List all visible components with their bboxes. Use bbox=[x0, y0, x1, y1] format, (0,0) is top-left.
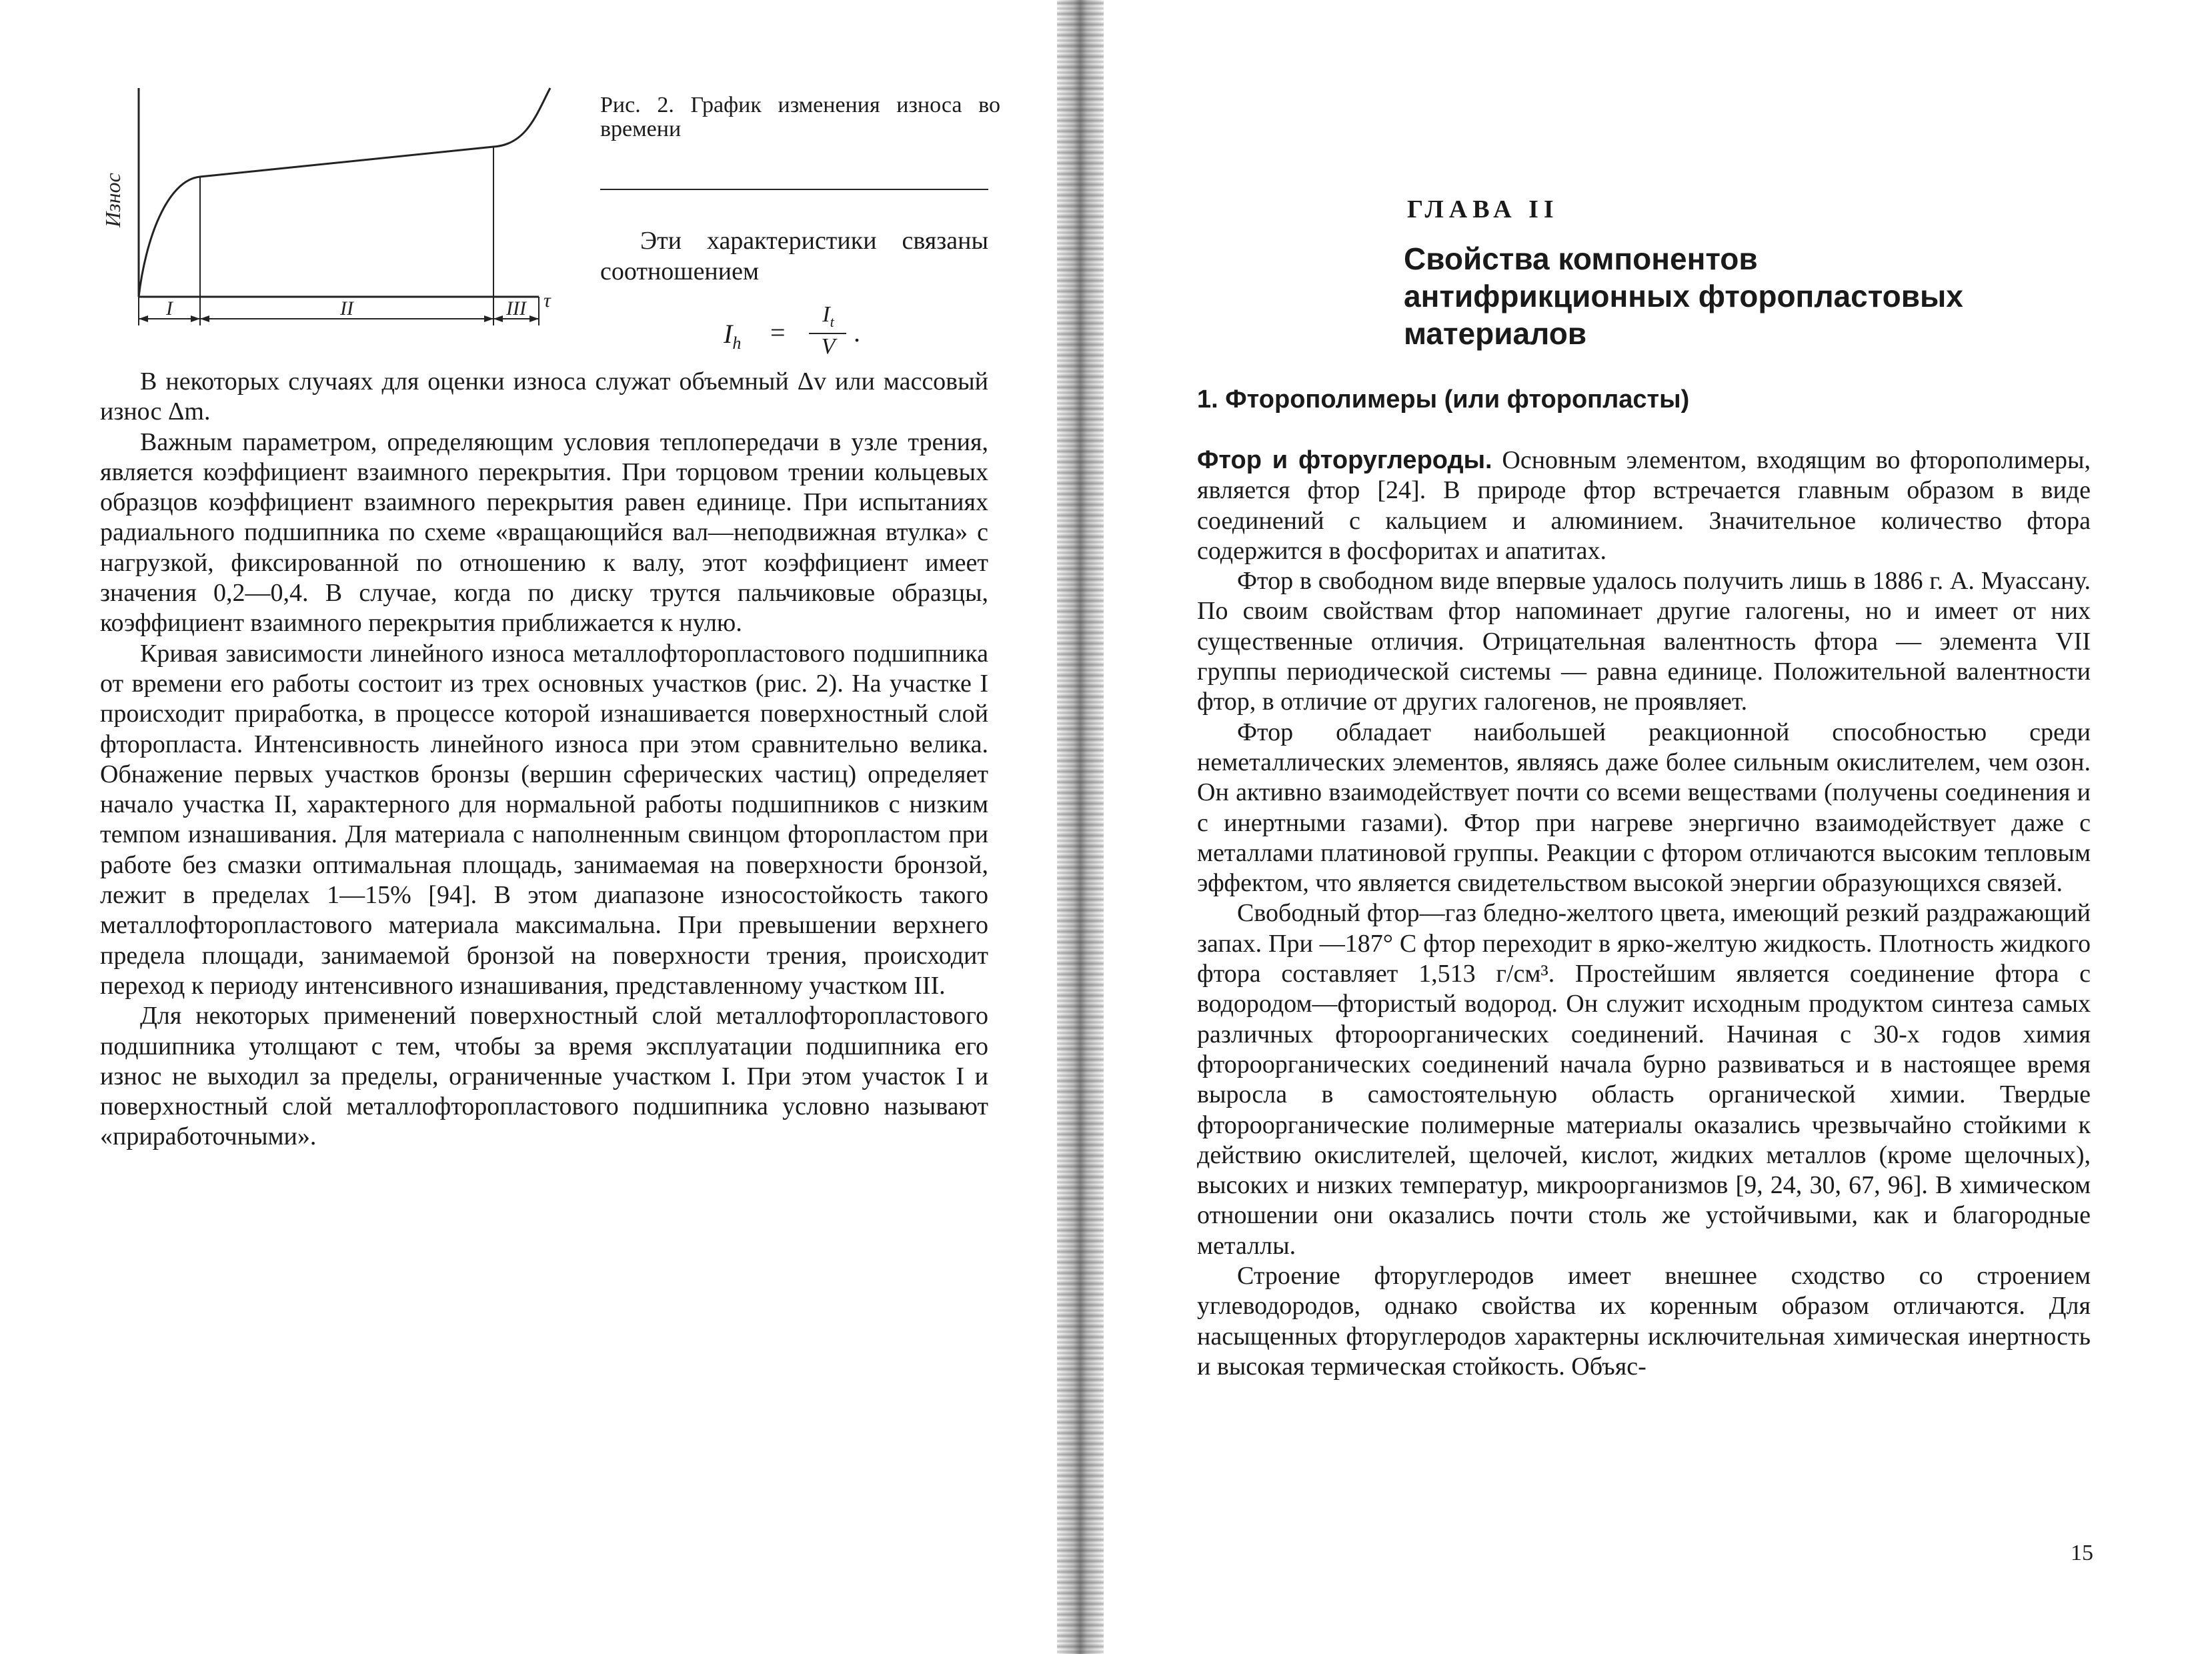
formula bbox=[724, 303, 890, 363]
formula-end: . bbox=[854, 317, 860, 347]
book-gutter bbox=[1057, 0, 1104, 1654]
wear-graph bbox=[93, 80, 560, 347]
caption-divider bbox=[600, 189, 988, 190]
segment-label-1: I bbox=[166, 297, 173, 319]
figure-caption: Рис. 2. График изменения износа во времени bbox=[600, 93, 1000, 141]
arrow-left-3 bbox=[493, 315, 503, 322]
formula-lhs: $I_h$ bbox=[724, 319, 742, 353]
formula-equals: = bbox=[770, 317, 786, 347]
y-axis-label: Износ bbox=[101, 173, 125, 227]
arrow-right-3 bbox=[529, 315, 539, 322]
paragraph: Строение фторуглеродов имеет внешнее сходство со строением углеводородов, однако свойства их коренным образом отличаются. Для насыщенных фторуглеродов характерны исключительная химическая инертность и высокая термическая стойкость. Объяс- bbox=[1197, 1262, 2091, 1381]
arrow-right-1 bbox=[191, 315, 200, 322]
paragraph: Фтор в свободном виде впервые удалось получить лишь в 1886 г. А. Муассану. По своим свойствам фтор напоминает другие галогены, но и имеет от них существенные отличия. Отрицательная валентность фтора — элемента VII группы периодической системы — равна единице. Положительной валентности фтор, в отличие от других галогенов, не проявляет. bbox=[1197, 567, 2091, 716]
segment-label-3: III bbox=[506, 297, 526, 319]
lead-rest: Основным элементом, входящим во фторополимеры, является фтор [24]. В природе фтор встречается главным образом в виде соединений с кальцием и алюминием. Значительное количество фтора содержится в фосфоритах и апатитах. bbox=[1197, 446, 2091, 565]
page-number: 15 bbox=[2071, 1541, 2093, 1565]
paragraph: Важным параметром, определяющим условия теплопередачи в узле трения, является коэффициент взаимного перекрытия. При торцовом трении кольцевых образцов коэффициент взаимного перекрытия равен единице. При испытаниях радиального подшипника по схеме «вращающийся вал—неподвижная втулка» с нагрузкой, фиксированной по отношению к валу, этот коэффициент имеет значения 0,2—0,4. В случае, когда по диску трутся пальчиковые образцы, коэффициент взаимного перекрытия приближается к нулю. bbox=[100, 428, 988, 638]
chapter-label: ГЛАВА II bbox=[1407, 195, 1559, 223]
wear-graph-svg bbox=[93, 80, 560, 347]
formula-denominator: V bbox=[821, 334, 836, 359]
formula-numerator: $I_t$ bbox=[822, 302, 834, 330]
lead-paragraph bbox=[1197, 446, 2091, 566]
left-body-text bbox=[100, 367, 988, 1152]
paragraph: Для некоторых применений поверхностный слой металлофторопластового подшипника утолщают с тем, чтобы за время эксплуатации подшипника его износ не выходил за пределы, ограниченные участком I. При этом участок I и поверхностный слой металлофторопластового подшипника условно называют «приработочными». bbox=[100, 1002, 988, 1151]
left-page bbox=[0, 0, 1060, 1654]
x-axis-label: τ bbox=[543, 289, 551, 311]
section-heading: 1. Фторополимеры (или фторопласты) bbox=[1197, 385, 1690, 414]
chapter-title: Свойства компонентов антифрикционных фторопластовых материалов bbox=[1404, 241, 1963, 351]
segment-label-2: II bbox=[340, 297, 353, 319]
paragraph: Фтор обладает наибольшей реакционной способностью среди неметаллических элементов, являясь даже более сильным окислителем, чем озон. Он активно взаимодействует почти со всеми веществами (получены соединения и с инертными газами). Фтор при нагреве энергично взаимодействует даже с металлами платиновой группы. Реакции с фтором отличаются высоким тепловым эффектом, что является свидетельством высокой энергии образующихся связей. bbox=[1197, 718, 2091, 898]
paragraph: Кривая зависимости линейного износа металлофторопластового подшипника от времени его работы состоит из трех основных участков (рис. 2). На участке I происходит приработка, в процессе которой изнашивается поверхностный слой фторопласта. Интенсивность линейного износа при этом сравнительно велика. Обнажение первых участков бронзы (вершин сферических частиц) определяет начало участка II, характерного для нормальной работы подшипников с низким темпом изнашивания. Для материала с наполненным свинцом фторопластом при работе без смазки оптимальная площадь, занимаемая на поверхности бронзой, лежит в пределах 1—15% [94]. В этом диапазоне износостойкость такого металлофторопластового материала максимальна. При превышении верхнего предела площади, занимаемой бронзой на поверхности трения, происходит переход к периоду интенсивного изнашивания, представленному участком III. bbox=[100, 639, 988, 1000]
right-body-text bbox=[1197, 446, 2091, 1382]
paragraph: В некоторых случаях для оценки износа служат объемный Δv или массовый износ Δm. bbox=[100, 367, 988, 426]
paragraph: Свободный фтор—газ бледно-желтого цвета, имеющий резкий раздражающий запах. При —187° С фтор переходит в ярко-желтую жидкость. Плотность жидкого фтора составляет 1,513 г/см³. Простейшим является соединение фтора с водородом—фтористый водород. Он служит исходным продуктом синтеза самых различных фтороорганических соединений. Начиная с 30-х годов химия фтороорганических соединений начала бурно развиваться и в настоящее время выросла в самостоятельную область органической химии. Твердые фтороорганические полимерные материалы оказались чрезвычайно стойкими к действию окислителей, щелочей, кислот, жидких металлов (кроме щелочных), высоких и низких температур, микроорганизмов [9, 24, 30, 67, 96]. В химическом отношении они оказались почти столь же устойчивыми, как и благородные металлы. bbox=[1197, 899, 2091, 1260]
lead-bold: Фтор и фторуглероды. bbox=[1197, 446, 1492, 474]
arrow-left-1 bbox=[139, 315, 148, 322]
arrow-right-2 bbox=[484, 315, 493, 322]
arrow-left-2 bbox=[200, 315, 209, 322]
formula-intro: Эти характеристики связаны соотношением bbox=[600, 227, 988, 285]
